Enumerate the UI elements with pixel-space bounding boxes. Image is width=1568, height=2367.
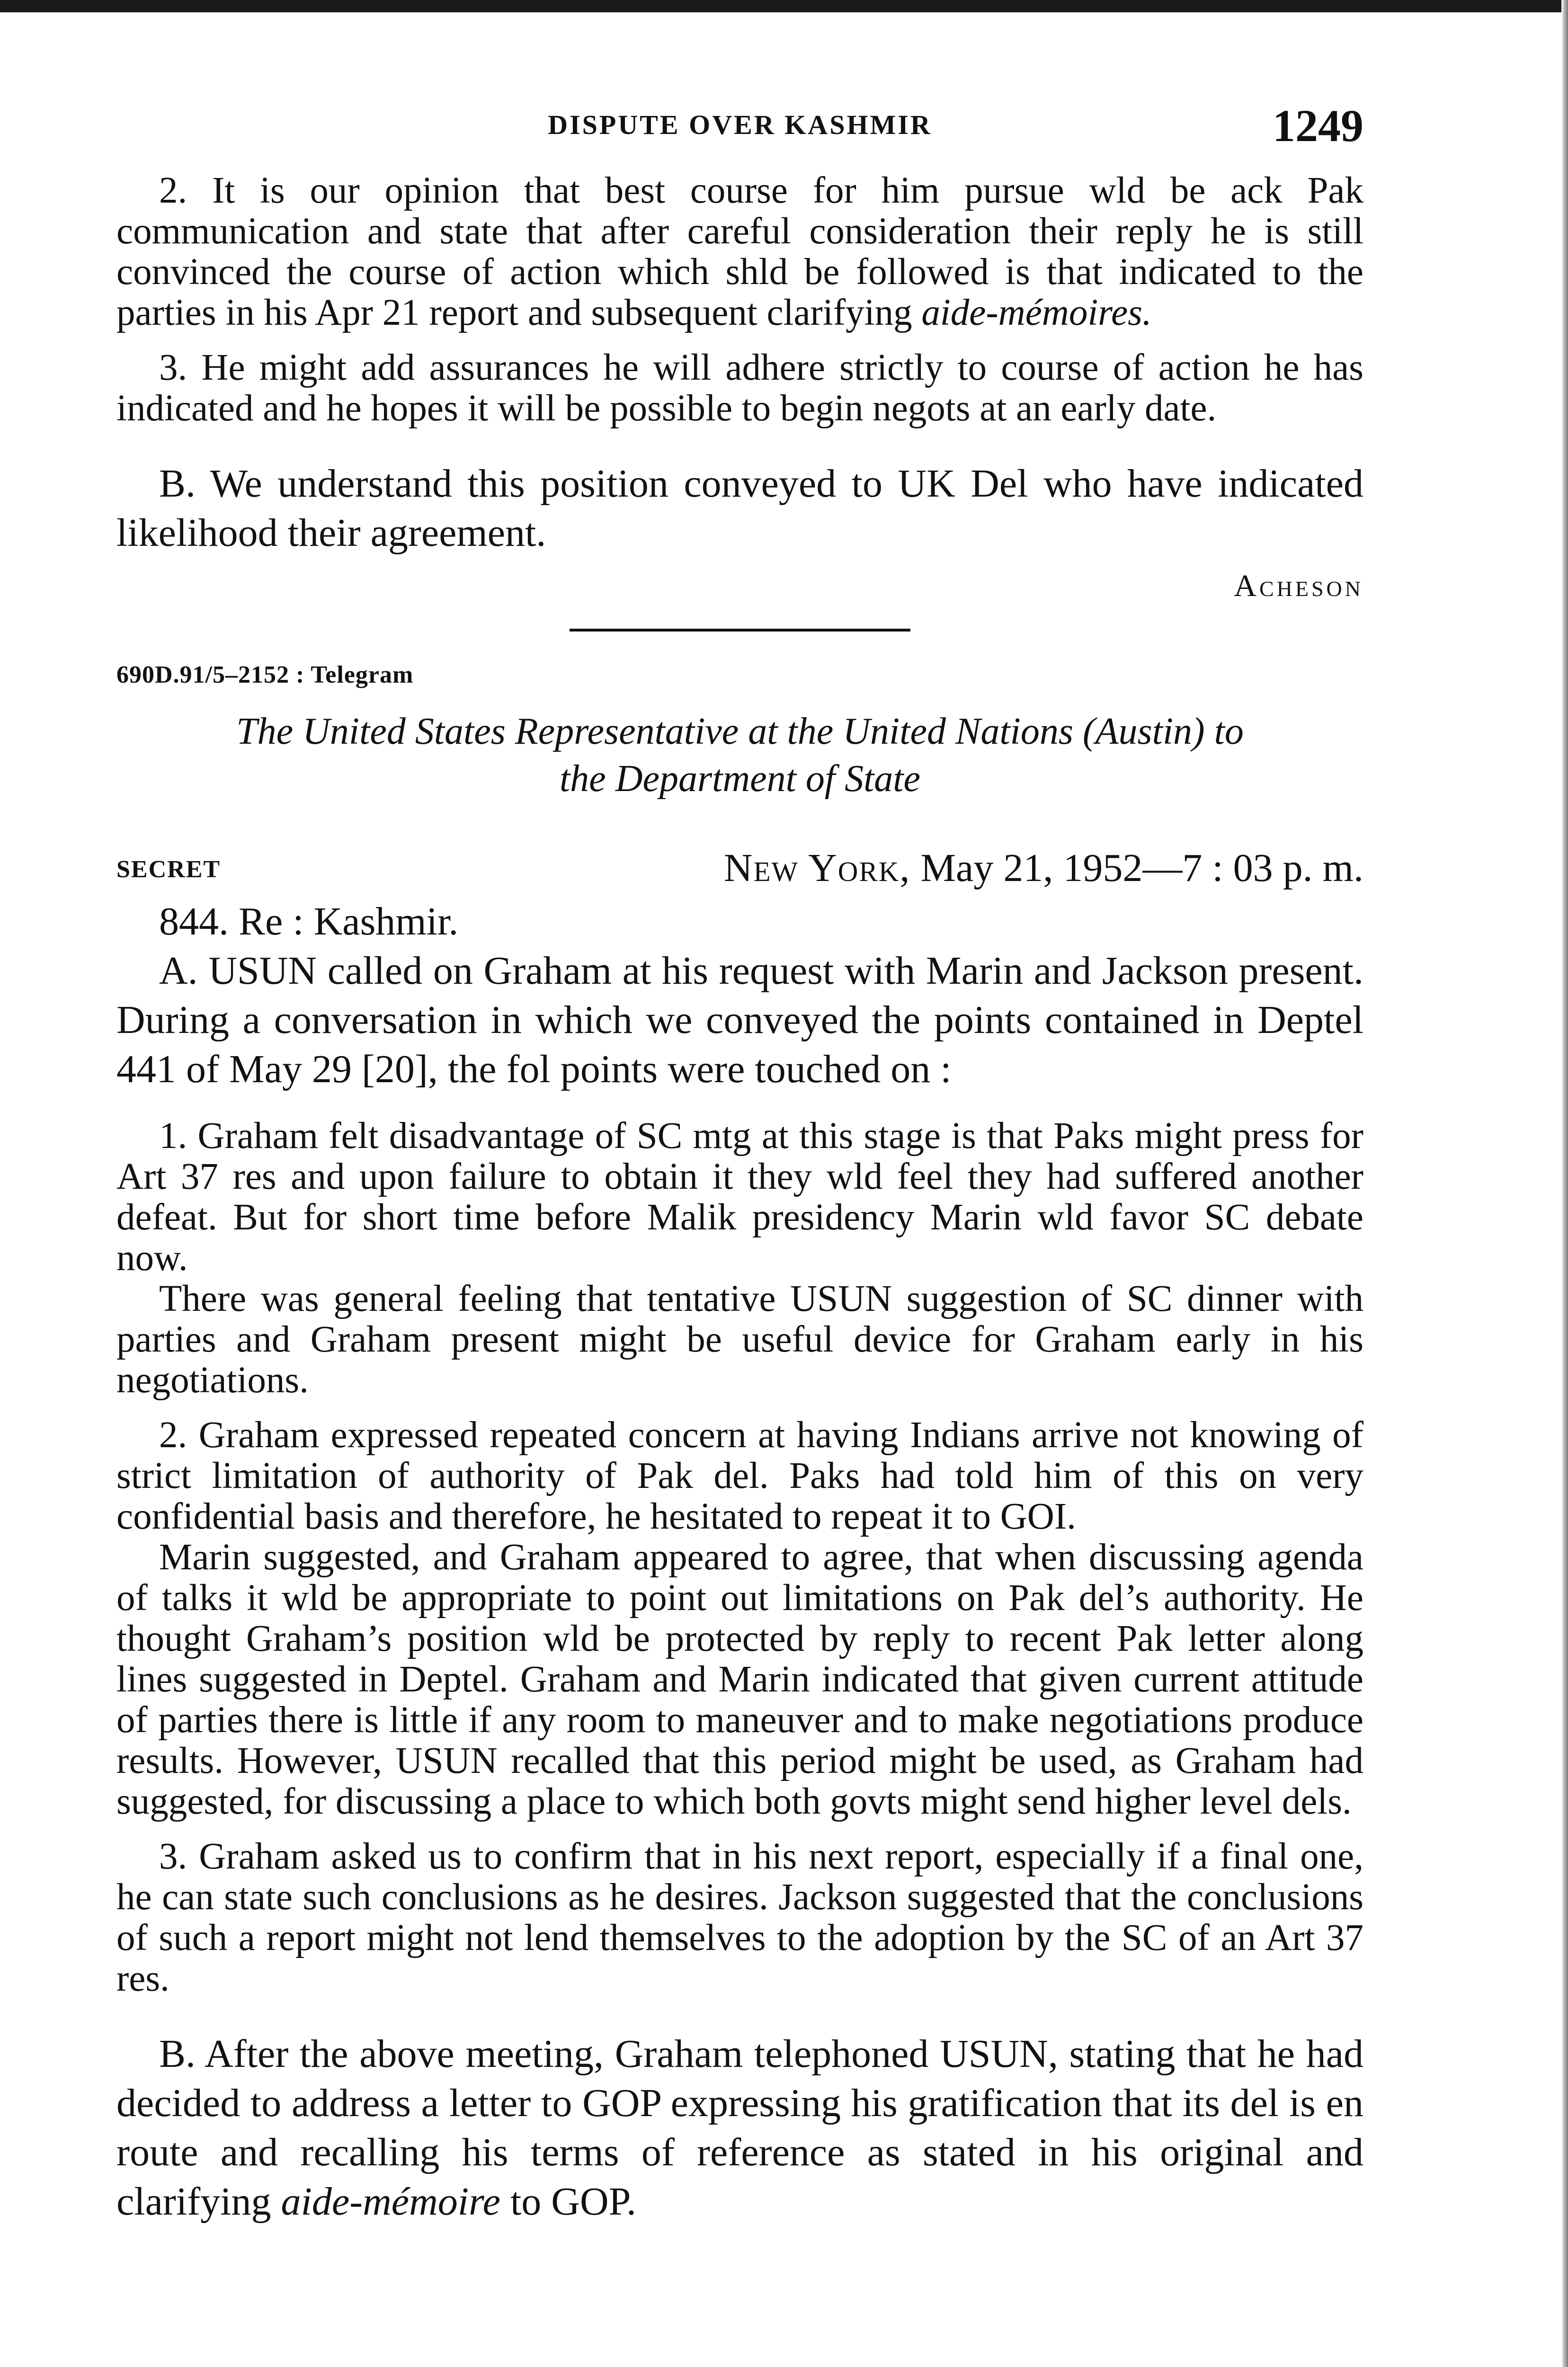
top-scan-edge [0,0,1568,12]
paragraph-b-second-italic: aide-mémoire [281,2180,500,2224]
classification-label: SECRET [116,856,221,883]
file-reference: 690D.91/5–2152 : Telegram [116,661,414,688]
item-2: 2. Graham expressed repeated concern at having Indians arrive not knowing of strict limitation of authority of Pak del. Paks had told him of this on very confidential basis and therefore, he hesitated to repeat it to GOI. [116,1415,1363,1537]
paragraph-b-second-text: B. After the above meeting, Graham telephoned USUN, stating that he had decided to address a letter to GOP expressing his gratification that its del is en route and recalling his terms of reference as stated in his original and clarifying [116,2032,1363,2224]
item-1: 1. Graham felt disadvantage of SC mtg at this stage is that Paks might press for Art 37 res and upon failure to obtain it they wld feel they had suffered another defeat. But for short time before Malik presidency Marin wld favor SC debate now. [116,1115,1363,1279]
signature: Acheson [1234,569,1363,603]
running-head-title: DISPUTE OVER KASHMIR [548,109,932,140]
paragraph-b-second-end: to GOP. [500,2180,637,2224]
dateline-date: May 21, 1952—7 : 03 p. m. [910,846,1363,890]
document-title-line-2: the Department of State [559,758,921,800]
dateline-place: New York, [723,846,911,890]
item-2-continued: Marin suggested, and Graham appeared to agree, that when discussing agenda of talks it wld be appropriate to point out limitations on Pak del’s authority. He thought Graham’s position wld be protected by reply to recent Pak letter along lines suggested in Deptel. Graham and Marin indicated that given current attitude of parties there is little if any room to maneuver and to make negotiations produce results. However, USUN recalled that this period might be used, as Graham had suggested, for discussing a place to which both govts might send higher level dels. [116,1537,1363,1822]
right-scan-edge [1561,0,1568,2367]
paragraph-b-first: B. We understand this position conveyed to UK Del who have indicated likelihood their agreement. [116,462,1363,555]
paragraph-3: 3. He might add assurances he will adhere strictly to course of action he has indicated and he hopes it will be possible to begin negots at an early date. [116,347,1363,429]
paragraph-2-italic: aide-mémoires. [921,292,1152,333]
paragraph-a: A. USUN called on Graham at his request with Marin and Jackson present. During a conversation in which we conveyed the points contained in Deptel 441 of May 29 [20], the fol points were touched on : [116,949,1363,1091]
document-title [116,708,1363,802]
paragraph-2 [116,170,1363,333]
telegram-number: 844. Re : Kashmir. [159,899,459,943]
running-head [116,99,1363,156]
item-1-continued: There was general feeling that tentative USUN suggestion of SC dinner with parties and Graham present might be useful device for Graham early in his negotiations. [116,1278,1363,1401]
page-number: 1249 [1273,100,1363,151]
document-page [116,99,1363,2226]
paragraph-2-text: 2. It is our opinion that best course for him pursue wld be ack Pak communication and state that after careful consideration their reply he is still convinced the course of action which shld be followed is that indicated to the parties in his Apr 21 report and subsequent clarifying [116,170,1363,333]
header-meta-row [116,845,1363,897]
section-divider [570,629,910,632]
dateline [724,845,1363,891]
paragraph-b-second [116,2029,1363,2226]
item-3: 3. Graham asked us to confirm that in his next report, especially if a final one, he can state such conclusions as he desires. Jackson suggested that the conclusions of such a report might not lend themselves to the adoption by the SC of an Art 37 res. [116,1836,1363,1999]
document-title-line-1: The United States Representative at the United Nations (Austin) to [236,711,1244,752]
